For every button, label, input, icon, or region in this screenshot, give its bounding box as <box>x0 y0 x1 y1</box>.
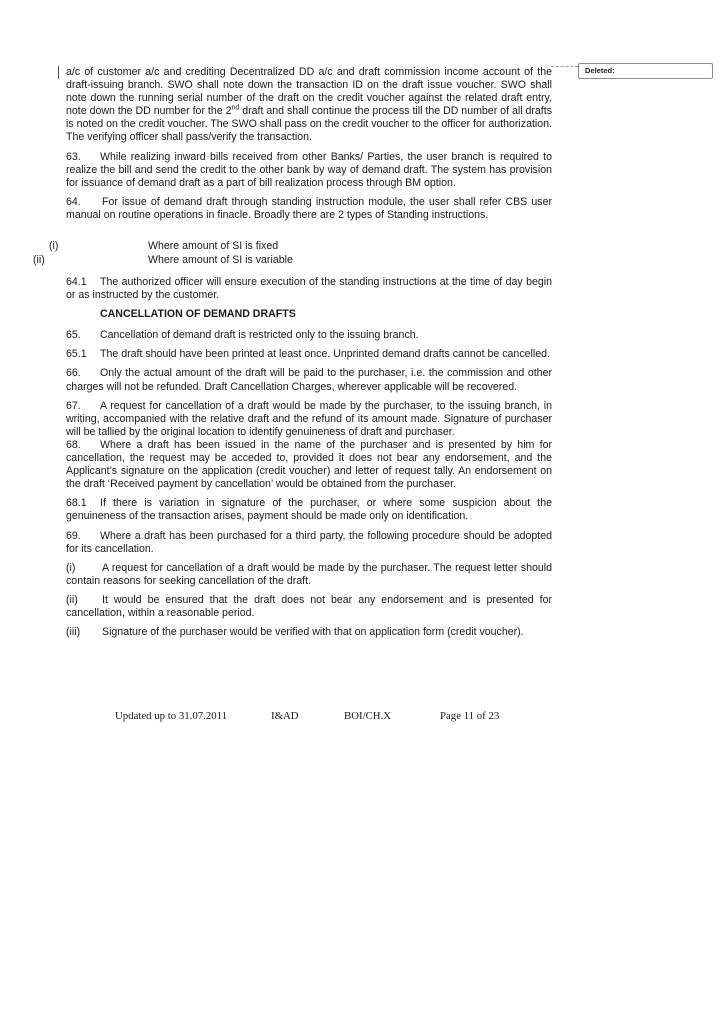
si-item-i-number: (i) <box>49 240 59 252</box>
si-item-i-text: Where amount of SI is fixed <box>148 240 279 252</box>
text-block-top <box>66 66 552 222</box>
paragraph-64: 64. For issue of demand draft through standing instruction module, the user shall refer CBS user manual on routine operations in finacle. Broadly there are 2 types of Standing instructions. <box>66 195 552 221</box>
si-item-ii-number: (ii) <box>33 254 45 266</box>
paragraph-66: 66. Only the actual amount of the draft will be paid to the purchaser, i.e. the commission and other charges will not be refunded. Draft Cancellation Charges, wherever applicable will be recovered. <box>66 367 552 393</box>
si-item-ii-text: Where amount of SI is variable <box>148 254 293 266</box>
paragraph-69-i: (i) A request for cancellation of a draft would be made by the purchaser. The request letter should contain reasons for seeking cancellation of the draft. <box>66 561 552 587</box>
paragraph-63: 63. While realizing inward bills received from other Banks/ Parties, the user branch is required to realize the bill and send the credit to the other bank by way of demand draft. The system has provision for issuance of demand draft as a part of bill realization process through BM option. <box>66 150 552 189</box>
paragraph-69-ii: (ii) It would be ensured that the draft does not bear any endorsement and is presented for cancellation, within a reasonable period. <box>66 593 552 619</box>
footer-updated: Updated up to 31.07.2011 <box>115 710 228 722</box>
paragraph-69: 69. Where a draft has been purchased for a third party, the following procedure should be adopted for its cancellation. <box>66 529 552 555</box>
footer-code: BOI/CH.X <box>344 710 392 722</box>
deleted-label: Deleted: <box>585 66 615 75</box>
change-bar <box>58 66 59 79</box>
paragraph-65-1: 65.1 The draft should have been printed at least once. Unprinted demand drafts cannot be cancelled. <box>66 348 550 361</box>
section-heading: CANCELLATION OF DEMAND DRAFTS <box>100 308 296 321</box>
deleted-comment-balloon[interactable] <box>578 63 713 79</box>
paragraph-65: 65. Cancellation of demand draft is restricted only to the issuing branch. <box>66 329 419 342</box>
paragraph-67: 67. A request for cancellation of a draft would be made by the purchaser, to the issuing branch, in writing, accompanied with the relative draft and the refund of its amount made. Signature of purchaser will be tallied by the original location to identify genuineness of draft and purchaser. <box>66 399 552 438</box>
paragraph-68: 68. Where a draft has been issued in the name of the purchaser and is presented by him for cancellation, the request may be acceded to, provided it does not bear any endorsement, and the Applicant’s signature on the application (credit voucher) and letter of request tally. An endorsement on the draft ‘Received payment by cancellation’ would be obtained from the purchaser. <box>66 438 552 491</box>
text-block-main <box>66 276 552 639</box>
paragraph-64-1: 64.1 The authorized officer will ensure execution of the standing instructions at the time of day begin or as instructed by the customer. <box>66 276 552 302</box>
paragraph-69-iii: (iii) Signature of the purchaser would be verified with that on application form (credit voucher). <box>66 626 524 639</box>
paragraph-68-1: 68.1 If there is variation in signature of the purchaser, or where some suspicion about the genuineness of the transaction arises, payment should be made only on identification. <box>66 497 552 523</box>
footer-page-number: Page 11 of 23 <box>440 710 500 722</box>
comment-leader-line <box>551 66 578 67</box>
footer-dept: I&AD <box>271 710 299 722</box>
paragraph-continuation: a/c of customer a/c and crediting Decentralized DD a/c and draft commission income account of the draft-issuing branch. SWO shall note down the transaction ID on the draft issue voucher. SWO shall note down the running serial number of the draft on the credit voucher against the related draft entry, note down the DD number for the 2nd draft and shall continue the process till the DD number of all drafts is noted on the credit voucher. The SWO shall pass on the credit voucher to the officer for authorization. The verifying officer shall pass/verify the transaction. <box>66 66 552 144</box>
